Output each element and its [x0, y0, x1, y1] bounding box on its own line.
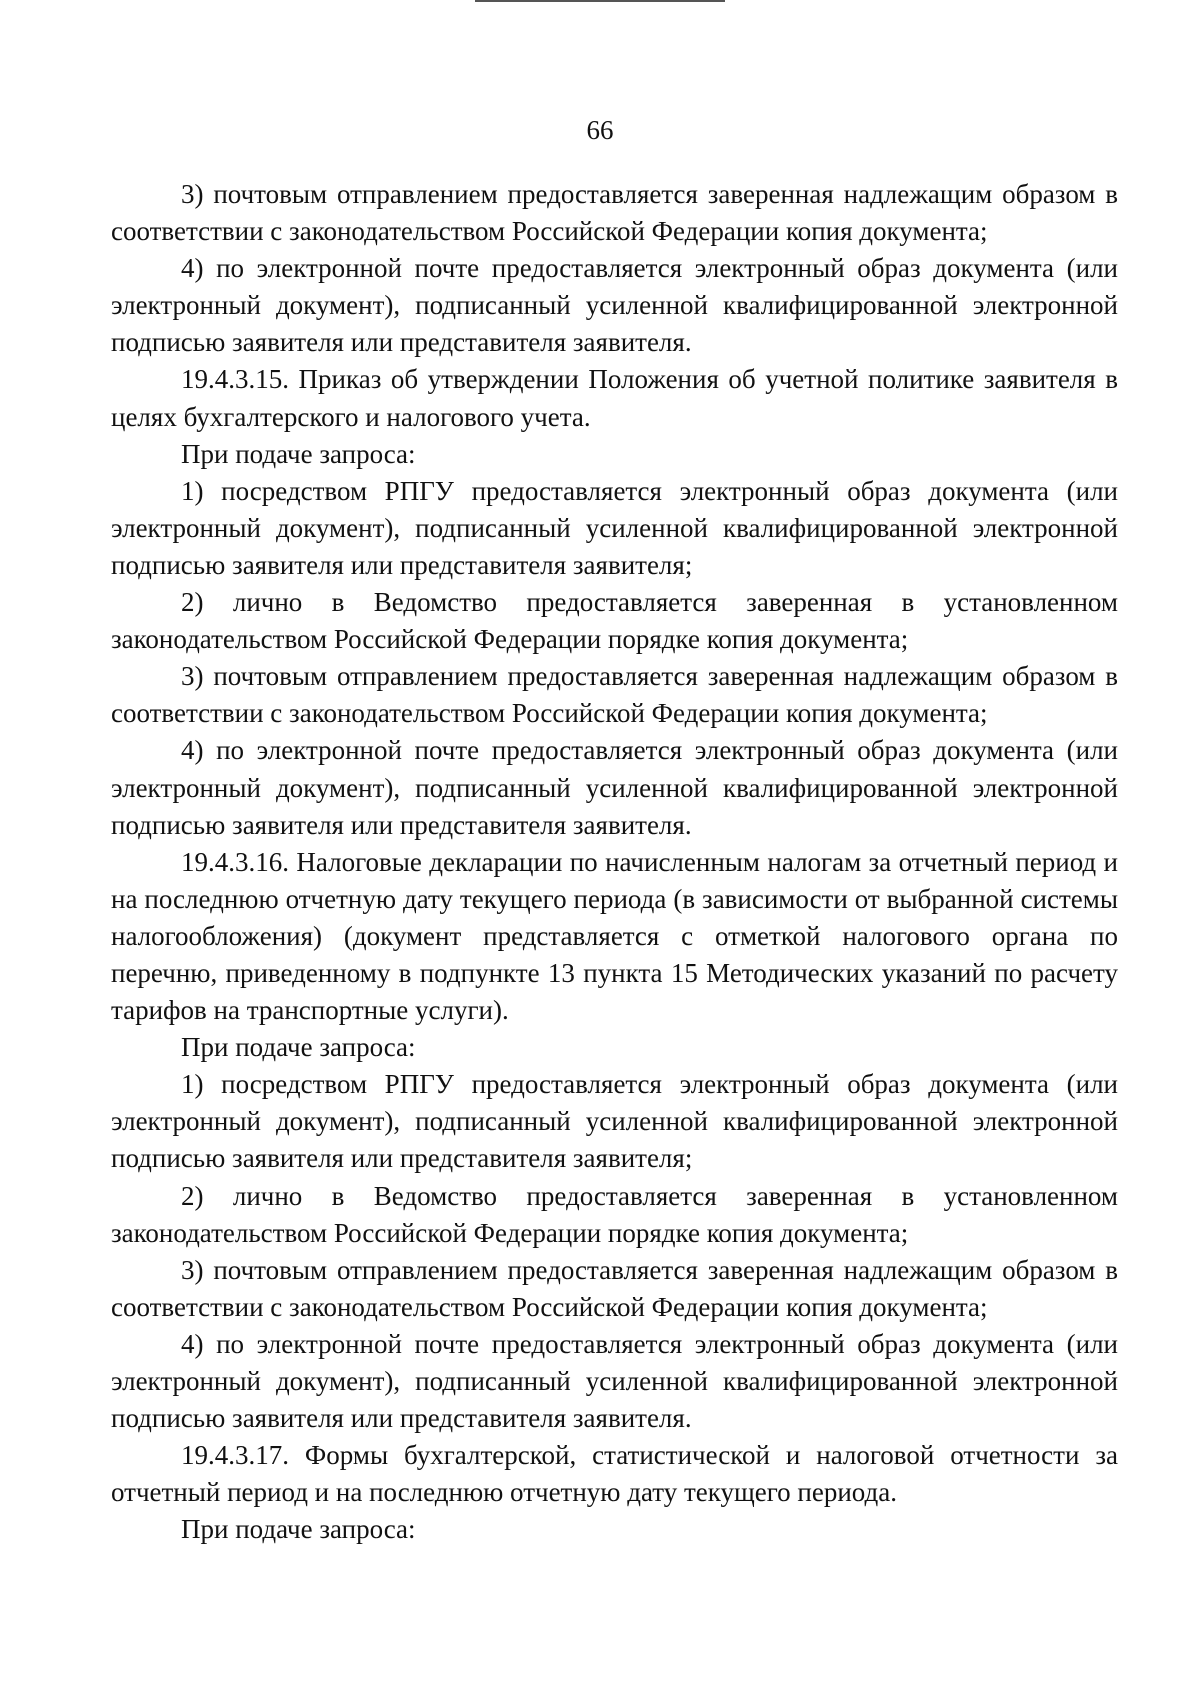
paragraph-in-person-2: 2) лично в Ведомство предоставляется заверенная в установленном законодательством Российской Федерации порядке копия документа;	[111, 1180, 1118, 1248]
document-body	[111, 176, 1118, 1548]
section-heading-19-4-3-16: 19.4.3.16. Налоговые декларации по начисленным налогам за отчетный период и на последнюю отчетную дату текущего периода (в зависимости от выбранной системы налогообложения) (документ представляется с отметкой налогового органа по перечню, приведенному в подпункте 13 пункта 15 Методических указаний по расчету тарифов на транспортные услуги).	[111, 846, 1118, 1026]
page-number: 66	[586, 115, 614, 145]
paragraph-rpgu-2: 1) посредством РПГУ предоставляется электронный образ документа (или электронный документ), подписанный усиленной квалифицированной электронной подписью заявителя или представителя заявителя;	[111, 1069, 1118, 1174]
paragraph-email-1: 4) по электронной почте предоставляется электронный образ документа (или электронный документ), подписанный усиленной квалифицированной электронной подписью заявителя или представителя заявителя.	[111, 253, 1118, 358]
paragraph-postal-2: 3) почтовым отправлением предоставляется заверенная надлежащим образом в соответствии с законодательством Российской Федерации копия документа;	[111, 661, 1118, 729]
section-heading-19-4-3-17: 19.4.3.17. Формы бухгалтерской, статистической и налоговой отчетности за отчетный период и на последнюю отчетную дату текущего периода.	[111, 1440, 1118, 1508]
section-heading-19-4-3-15: 19.4.3.15. Приказ об утверждении Положения об учетной политике заявителя в целях бухгалтерского и налогового учета.	[111, 364, 1118, 432]
paragraph-request-intro-1: При подаче запроса:	[181, 438, 416, 469]
paragraph-postal-3: 3) почтовым отправлением предоставляется заверенная надлежащим образом в соответствии с законодательством Российской Федерации копия документа;	[111, 1254, 1118, 1322]
paragraph-request-intro-3: При подаче запроса:	[181, 1514, 416, 1545]
paragraph-request-intro-2: При подаче запроса:	[181, 1032, 416, 1063]
paragraph-rpgu-1: 1) посредством РПГУ предоставляется электронный образ документа (или электронный документ), подписанный усиленной квалифицированной электронной подписью заявителя или представителя заявителя;	[111, 475, 1118, 580]
paragraph-email-2: 4) по электронной почте предоставляется электронный образ документа (или электронный документ), подписанный усиленной квалифицированной электронной подписью заявителя или представителя заявителя.	[111, 735, 1118, 840]
top-edge-line	[475, 0, 725, 2]
paragraph-in-person-1: 2) лично в Ведомство предоставляется заверенная в установленном законодательством Российской Федерации порядке копия документа;	[111, 587, 1118, 655]
paragraph-postal-1: 3) почтовым отправлением предоставляется заверенная надлежащим образом в соответствии с законодательством Российской Федерации копия документа;	[111, 179, 1118, 247]
paragraph-email-3: 4) по электронной почте предоставляется электронный образ документа (или электронный документ), подписанный усиленной квалифицированной электронной подписью заявителя или представителя заявителя.	[111, 1328, 1118, 1434]
